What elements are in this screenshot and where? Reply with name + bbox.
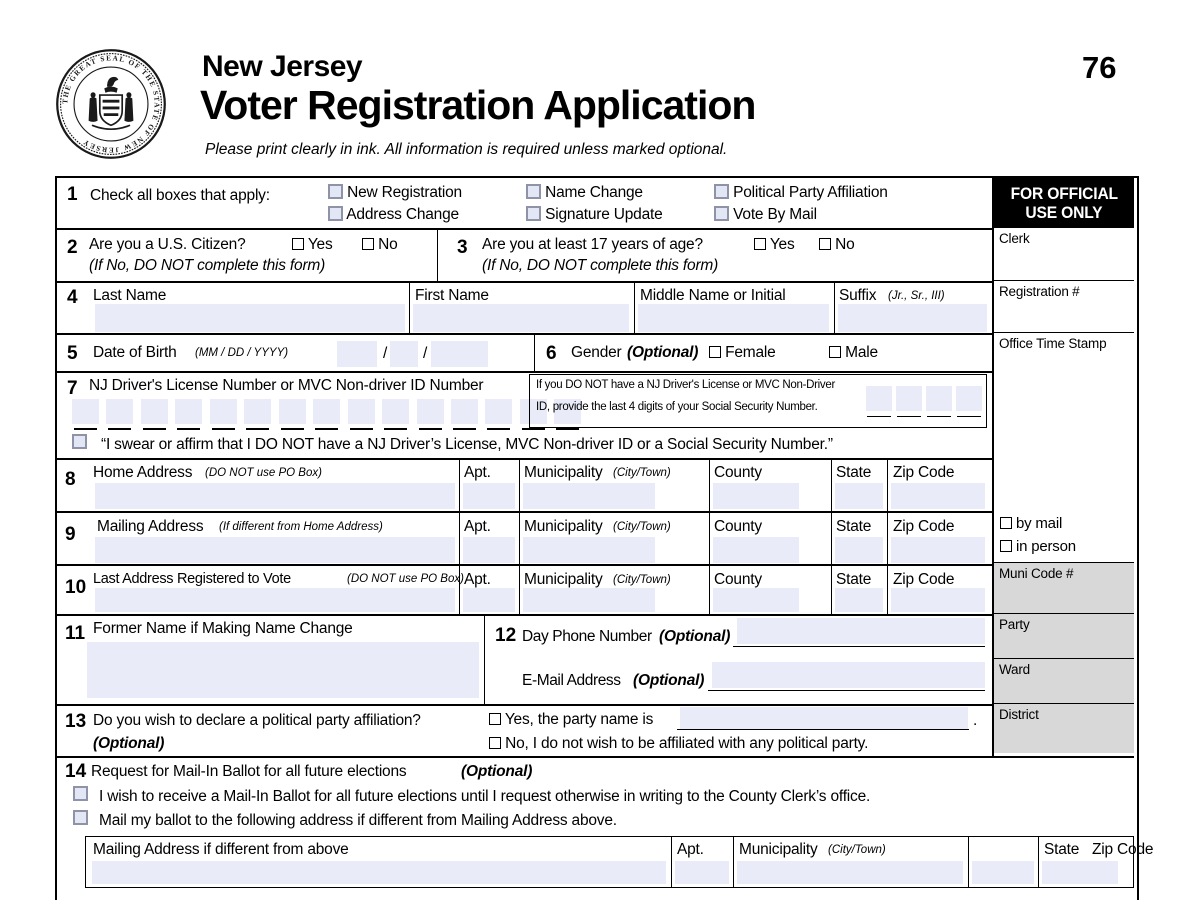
row-11-12 — [57, 616, 992, 706]
state-label: State — [836, 518, 872, 535]
checkbox-party-affiliation[interactable] — [714, 184, 729, 199]
clerk-cell[interactable] — [994, 228, 1134, 281]
clerk-label: Clerk — [999, 231, 1030, 246]
county-label: County — [714, 571, 762, 588]
checkbox-male[interactable] — [829, 346, 841, 358]
zip-label: Zip Code — [893, 464, 955, 481]
form-state-title: New Jersey — [202, 50, 363, 83]
swear-statement: “I swear or affirm that I DO NOT have a NJ Driver’s License, MVC Non-driver ID or a Social Security Number.” — [101, 436, 833, 453]
district-cell[interactable] — [994, 704, 1134, 753]
registration-number-cell[interactable] — [994, 281, 1134, 333]
mail-ballot-option2: Mail my ballot to the following address if different from Mailing Address above. — [99, 812, 617, 829]
municipality-note: (City/Town) — [613, 521, 671, 533]
mailing-address-label: Mailing Address — [97, 518, 204, 535]
checkbox-citizen-yes[interactable] — [292, 238, 304, 250]
row-13 — [57, 706, 992, 758]
mailing-municipality-input[interactable] — [523, 537, 655, 563]
municipality-label: Municipality — [524, 571, 603, 588]
checkbox-mail-to-address[interactable] — [73, 810, 88, 825]
mail-in-ballot-label: Request for Mail-In Ballot for all future elections — [91, 763, 407, 780]
ssn-digit-input[interactable] — [866, 386, 892, 411]
ssn-box — [529, 374, 987, 428]
row-4 — [57, 283, 992, 335]
option-label: Name Change — [545, 184, 643, 201]
license-char-box[interactable] — [244, 399, 271, 424]
party-question: Do you wish to declare a political party affiliation? — [93, 712, 421, 729]
license-char-box[interactable] — [141, 399, 168, 424]
row13-number: 13 — [65, 711, 87, 732]
checkbox-citizen-no[interactable] — [362, 238, 374, 250]
apt-label: Apt. — [677, 841, 704, 858]
row8-number: 8 — [65, 469, 76, 490]
party-period: . — [973, 712, 978, 729]
apt-label: Apt. — [464, 464, 491, 481]
ballot-address-table — [85, 836, 1154, 888]
former-name-input[interactable] — [87, 642, 479, 698]
row2-note: (If No, DO NOT complete this form) — [89, 257, 326, 274]
row3-number: 3 — [457, 237, 468, 258]
row1-label: Check all boxes that apply: — [90, 187, 270, 204]
ssn-line2: ID, provide the last 4 digits of your Social Security Number. — [536, 401, 818, 413]
mail-ballot-option1: I wish to receive a Mail-In Ballot for all future elections until I request otherwise in writing to the County Clerk’s office. — [99, 788, 871, 805]
last-registered-zip-input[interactable] — [891, 588, 985, 612]
checkbox-in-person[interactable] — [1000, 540, 1012, 552]
checkbox-vote-by-mail[interactable] — [714, 206, 729, 221]
license-char-box[interactable] — [485, 399, 512, 424]
row2-number: 2 — [67, 237, 78, 258]
ssn-digit-input[interactable] — [956, 386, 982, 411]
checkbox-female[interactable] — [709, 346, 721, 358]
row5-number: 5 — [67, 343, 78, 364]
zip-label: Zip Code — [1092, 841, 1154, 858]
apt-label: Apt. — [464, 518, 491, 535]
row-14 — [57, 758, 1154, 900]
phone-optional: (Optional) — [659, 628, 731, 645]
row12-number: 12 — [495, 625, 517, 646]
ballot-zip-input[interactable] — [1042, 861, 1118, 884]
last-registered-county-input[interactable] — [713, 588, 799, 612]
row10-number: 10 — [65, 577, 87, 598]
email-optional: (Optional) — [633, 672, 705, 689]
last-registered-municipality-input[interactable] — [523, 588, 655, 612]
license-char-box[interactable] — [175, 399, 202, 424]
home-address-note: (DO NOT use PO Box) — [205, 467, 322, 479]
home-county-input[interactable] — [713, 483, 799, 509]
license-char-boxes — [72, 399, 584, 430]
seal-text: THE GREAT SEAL OF THE STATE OF NEW JERSEY — [61, 54, 161, 154]
ballot-address-label: Mailing Address if different from above — [93, 841, 349, 858]
yes-label: Yes — [307, 236, 333, 253]
form-number: 76 — [1082, 50, 1117, 85]
ssn-digit-input[interactable] — [896, 386, 922, 411]
checkbox-signature-update[interactable] — [526, 206, 541, 221]
form-instruction: Please print clearly in ink. All information is required unless marked optional. — [205, 141, 728, 158]
email-label: E-Mail Address — [522, 672, 621, 689]
dob-month-input[interactable] — [337, 341, 377, 367]
by-mail-label: by mail — [1015, 515, 1063, 532]
state-label: State — [836, 571, 872, 588]
office-time-stamp-cell[interactable] — [994, 333, 1134, 563]
official-use-sidebar — [992, 178, 1134, 758]
checkbox-party-no[interactable] — [489, 737, 501, 749]
middle-name-label: Middle Name or Initial — [640, 287, 786, 304]
last-registered-address-input[interactable] — [95, 588, 455, 612]
last-registered-note: (DO NOT use PO Box) — [347, 573, 464, 585]
license-char-box[interactable] — [279, 399, 306, 424]
checkbox-address-change[interactable] — [328, 206, 343, 221]
row3-question: Are you at least 17 years of age? — [482, 236, 703, 253]
mailing-address-note: (If different from Home Address) — [219, 521, 383, 533]
option-label: Address Change — [346, 206, 459, 223]
home-address-input[interactable] — [95, 483, 455, 509]
district-label: District — [999, 707, 1039, 722]
municipality-note: (City/Town) — [613, 574, 671, 586]
home-municipality-input[interactable] — [523, 483, 655, 509]
municipality-label: Municipality — [739, 841, 818, 858]
first-name-label: First Name — [415, 287, 489, 304]
ballot-apt-input[interactable] — [675, 861, 729, 884]
zip-label: Zip Code — [893, 571, 955, 588]
last-registered-label: Last Address Registered to Vote — [93, 571, 291, 587]
gender-label: Gender — [571, 344, 622, 361]
mailing-state-input[interactable] — [835, 537, 883, 563]
email-input[interactable] — [712, 662, 985, 688]
ward-cell[interactable] — [994, 659, 1134, 704]
mailing-zip-input[interactable] — [891, 537, 985, 563]
checkbox-party-yes[interactable] — [489, 713, 501, 725]
nj-state-seal — [55, 45, 167, 163]
license-char-box[interactable] — [72, 399, 99, 424]
last-name-label: Last Name — [93, 287, 167, 304]
dob-year-input[interactable] — [431, 341, 488, 367]
license-char-box[interactable] — [417, 399, 444, 424]
row6-number: 6 — [546, 343, 557, 364]
ssn-line1: If you DO NOT have a NJ Driver's License or MVC Non-Driver — [536, 379, 836, 391]
mailing-county-input[interactable] — [713, 537, 799, 563]
middle-name-input[interactable] — [638, 304, 829, 332]
zip-label: Zip Code — [893, 518, 955, 535]
form-table — [55, 176, 1154, 900]
mailing-address-input[interactable] — [95, 537, 455, 563]
county-label: County — [714, 464, 762, 481]
row2-question: Are you a U.S. Citizen? — [89, 236, 246, 253]
party-optional: (Optional) — [93, 735, 165, 752]
gender-optional: (Optional) — [627, 344, 699, 361]
ballot-state-input[interactable] — [972, 861, 1034, 884]
registration-number-label: Registration # — [999, 284, 1080, 299]
row9-number: 9 — [65, 524, 76, 545]
dob-day-input[interactable] — [390, 341, 418, 367]
suffix-label: Suffix — [839, 287, 877, 304]
last-registered-apt-input[interactable] — [463, 588, 515, 612]
mail-in-optional: (Optional) — [461, 763, 533, 780]
license-char-box[interactable] — [382, 399, 409, 424]
form-title: Voter Registration Application — [200, 82, 756, 128]
no-label: No — [835, 236, 855, 253]
option-label: Vote By Mail — [733, 206, 817, 223]
last-registered-state-input[interactable] — [835, 588, 883, 612]
checkbox-receive-mail-ballot[interactable] — [73, 786, 88, 801]
last-name-input[interactable] — [95, 304, 405, 332]
municipality-label: Municipality — [524, 464, 603, 481]
no-label: No — [378, 236, 398, 253]
mailing-apt-input[interactable] — [463, 537, 515, 563]
party-cell[interactable] — [994, 614, 1134, 659]
home-apt-input[interactable] — [463, 483, 515, 509]
option-label: New Registration — [347, 184, 462, 201]
muni-code-cell[interactable] — [994, 563, 1134, 614]
dob-label: Date of Birth — [93, 344, 177, 361]
yes-label: Yes — [769, 236, 795, 253]
row14-number: 14 — [65, 761, 87, 782]
row7-number: 7 — [67, 378, 78, 399]
license-char-box[interactable] — [210, 399, 237, 424]
first-name-input[interactable] — [413, 304, 629, 332]
license-char-box[interactable] — [106, 399, 133, 424]
row-8 — [57, 460, 992, 513]
checkbox-by-mail[interactable] — [1000, 517, 1012, 529]
state-label: State — [836, 464, 872, 481]
row-7 — [57, 373, 992, 460]
row1-number: 1 — [67, 184, 78, 205]
row4-number: 4 — [67, 287, 78, 308]
row-9 — [57, 513, 992, 566]
checkbox-name-change[interactable] — [526, 184, 541, 199]
party-label: Party — [999, 617, 1030, 632]
license-label: NJ Driver's License Number or MVC Non-driver ID Number — [89, 377, 484, 394]
ballot-municipality-input[interactable] — [737, 861, 963, 884]
home-state-input[interactable] — [835, 483, 883, 509]
former-name-label: Former Name if Making Name Change — [93, 620, 353, 637]
office-time-stamp-label: Office Time Stamp — [999, 336, 1107, 351]
muni-code-label: Muni Code # — [999, 566, 1074, 581]
checkbox-age-no[interactable] — [819, 238, 831, 250]
municipality-note: (City/Town) — [828, 844, 886, 856]
party-yes-text: Yes, the party name is — [504, 711, 654, 728]
home-address-label: Home Address — [93, 464, 193, 481]
row-2-3 — [57, 230, 992, 283]
ssn-digit-input[interactable] — [926, 386, 952, 411]
official-use-header — [994, 178, 1134, 228]
suffix-input[interactable] — [838, 304, 987, 332]
option-label: Signature Update — [545, 206, 663, 223]
county-label: County — [714, 518, 762, 535]
row-5-6 — [57, 335, 992, 373]
official-use-line1: FOR OFFICIAL — [1010, 184, 1118, 203]
municipality-label: Municipality — [524, 518, 603, 535]
license-char-box[interactable] — [348, 399, 375, 424]
male-label: Male — [845, 344, 878, 361]
day-phone-label: Day Phone Number — [522, 628, 652, 645]
ballot-address-input[interactable] — [92, 861, 666, 884]
dob-slash: / — [423, 345, 428, 362]
checkbox-no-id-swear[interactable] — [72, 434, 87, 449]
in-person-label: in person — [1015, 538, 1076, 555]
home-zip-input[interactable] — [891, 483, 985, 509]
option-label: Political Party Affiliation — [733, 184, 888, 201]
row3-note: (If No, DO NOT complete this form) — [482, 257, 719, 274]
row-10 — [57, 566, 992, 616]
municipality-note: (City/Town) — [613, 467, 671, 479]
dob-slash: / — [383, 345, 388, 362]
dob-format: (MM / DD / YYYY) — [195, 347, 289, 359]
suffix-note: (Jr., Sr., III) — [888, 290, 945, 302]
checkbox-new-registration[interactable] — [328, 184, 343, 199]
party-no-text: No, I do not wish to be affiliated with any political party. — [505, 735, 869, 752]
party-name-input[interactable] — [680, 707, 968, 729]
checkbox-age-yes[interactable] — [754, 238, 766, 250]
row11-number: 11 — [65, 623, 86, 644]
apt-label: Apt. — [464, 571, 491, 588]
official-use-line2: USE ONLY — [1025, 203, 1103, 222]
female-label: Female — [725, 344, 776, 361]
license-char-box[interactable] — [451, 399, 478, 424]
row-1 — [57, 178, 992, 230]
license-char-box[interactable] — [313, 399, 340, 424]
ward-label: Ward — [999, 662, 1030, 677]
day-phone-input[interactable] — [737, 618, 985, 644]
state-label: State — [1044, 841, 1080, 858]
